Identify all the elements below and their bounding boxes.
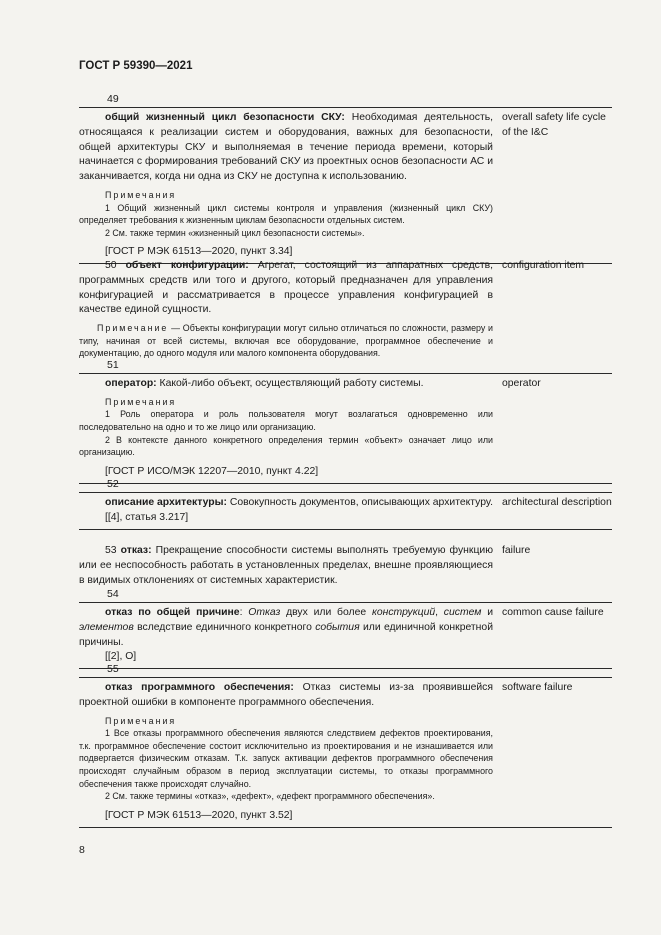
english-term: architectural description (502, 497, 612, 508)
notes-title: Примечания (105, 396, 177, 407)
term-entry-55 (79, 662, 612, 828)
notes-block (79, 715, 493, 803)
english-term: failure (502, 545, 531, 556)
term-definition: 53 отказ: Прекращение способности системы выполнять требуемую функцию или ее неспособность работать в установленных пределах, внешне проявляющиеся в видимых отклонениях от системных характеристик. (79, 545, 494, 586)
note-item: 1 Все отказы программного обеспечения являются следствием дефектов проектирования, т.к. программное обеспечение состоит исключительно из проектирования и не изнашивается или подвергается физическим отказам. Т.к. запуск активации дефектов программного обеспечения происходят случайным образом в период эксплуатации системы, то отказы программного обеспечения также происходят случайно. (79, 728, 493, 789)
notes-block (79, 396, 493, 459)
term-box (79, 256, 612, 364)
term-definition: 50 объект конфигурации: Агрегат, состоящий из аппаратных средств, программных средств или того и другого, который предназначен для управления конфигурацией и рассматривается в процессе управления конфигурацией в качестве единой сущности. (79, 260, 493, 316)
term-definition: оператор: Какой-либо объект, осуществляющий работу системы. (105, 378, 424, 389)
note-item: Примечание — Объекты конфигурации могут сильно отличаться по сложности, размеру и типу, начиная от всей системы, включая все оборудование, программное обеспечение и документацию, до одного модуля или малого компонента оборудования. (79, 323, 494, 359)
entry-number: 52 (107, 478, 119, 490)
term-entry-52 (79, 477, 612, 530)
term-box (79, 107, 612, 264)
source-reference: [ГОСТ Р МЭК 61513—2020, пункт 3.52] (105, 809, 293, 821)
term-name: общий жизненный цикл безопасности СКУ: (105, 112, 345, 123)
document-header: ГОСТ Р 59390—2021 (79, 60, 193, 72)
term-definition: общий жизненный цикл безопасности СКУ: Необходимая деятельность, относящаяся к реализации систем и оборудования, важных для безопасности, общей архитектуры СКУ и выполняемая в течение периода времени, который начинается с формирования требований СКУ из проектных основ безопасности АС и заканчивается, когда ни одна из СКУ не доступна к использованию. (79, 112, 494, 183)
note-item: 2 В контексте данного конкретного определения термин «объект» означает лицо или организацию. (79, 434, 493, 458)
note-item: 2 См. также термины «отказ», «дефект», «дефект программного обеспечения». (105, 791, 435, 802)
term-definition: отказ по общей причине: Отказ двух или более конструкций, систем и элементов вследствие единичного конкретного события или единичной конкретной причины. (79, 607, 494, 648)
page-number: 8 (79, 844, 85, 856)
term-definition: отказ программного обеспечения: Отказ системы из-за проявившейся проектной ошибки в компоненте программного обеспечения. (79, 682, 493, 708)
term-box (79, 373, 612, 484)
term-name: отказ программного обеспечения: (105, 682, 294, 693)
notes-title: Примечания (105, 715, 177, 726)
term-box (79, 677, 612, 828)
source-reference: [[4], статья 3.217] (105, 511, 189, 523)
notes-title: Примечания (105, 189, 177, 200)
source-reference: [ГОСТ Р ИСО/МЭК 12207—2010, пункт 4.22] (105, 465, 319, 477)
note-item: 1 Роль оператора и роль пользователя могут возлагаться одновременно или последовательно на одно и то же лицо или организацию. (79, 409, 493, 432)
term-entry-53 (79, 541, 612, 592)
english-term: common cause failure (502, 607, 604, 618)
english-term: software failure (502, 682, 573, 693)
term-name: отказ по общей причине (105, 607, 240, 618)
term-box (79, 541, 612, 592)
term-name: описание архитектуры: (105, 497, 227, 508)
note-item: 2 См. также термин «жизненный цикл безопасности системы». (105, 227, 365, 238)
term-entry-49 (79, 92, 612, 264)
english-term: configuration item (502, 260, 585, 271)
term-entry-54 (79, 587, 612, 669)
source-reference: [[2], O] (105, 651, 137, 663)
entry-number: 51 (107, 359, 119, 371)
note-label: Примечание (97, 323, 169, 334)
term-definition: описание архитектуры: Совокупность документов, описывающих архитектуру. (105, 497, 493, 508)
english-term: overall safety life cycle of the I&C (502, 112, 606, 138)
term-box (79, 602, 612, 669)
term-name: отказ: (120, 545, 152, 556)
entry-number: 53 (105, 545, 117, 556)
entry-number: 55 (107, 663, 119, 675)
english-term: operator (502, 378, 541, 389)
source-reference: [ГОСТ Р МЭК 61513—2020, пункт 3.34] (105, 246, 293, 258)
term-name: оператор: (105, 378, 157, 389)
notes-block (79, 189, 493, 239)
entry-number: 54 (107, 588, 119, 600)
entry-number: 50 (105, 260, 117, 271)
term-box (79, 492, 612, 530)
entry-number: 49 (107, 93, 119, 105)
note-item: 1 Общий жизненный цикл системы контроля и управления (жизненный цикл СКУ) определяет требования к жизненным циклам безопасности отдельных систем. (79, 202, 493, 226)
term-entry-51 (79, 358, 612, 484)
term-entry-50 (79, 256, 612, 364)
term-name: объект конфигурации: (125, 260, 249, 271)
